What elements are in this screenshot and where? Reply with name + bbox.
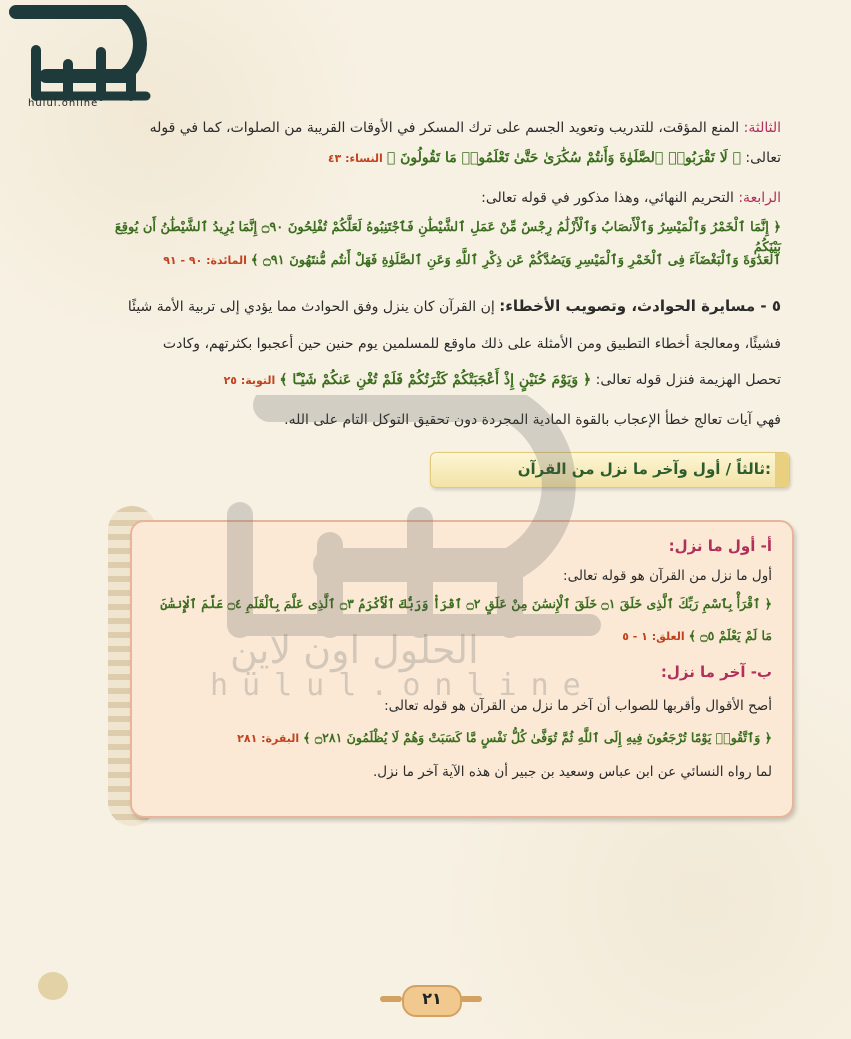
paragraph-third-line2: تعالى: ﴿ لَا تَقْرَبُوا۟ ٱلصَّلَوٰةَ وَأَنتُمْ سُكَٰرَىٰ حَتَّىٰ تَعْلَمُوا۟ مَا تَقُولُونَ ﴾النساء: ٤٣ [327, 150, 781, 166]
verse-reference: المائدة: ٩٠ - ٩١ [163, 254, 247, 267]
quran-verse: ﴿ وَيَوْمَ حُنَيْنٍ إِذْ أَعْجَبَتْكُمْ كَثْرَتُكُمْ فَلَمْ تُغْنِ عَنكُمْ شَيْـًٔا ﴾ [279, 372, 592, 388]
quran-verse: مَا لَمْ يَعْلَمْ ۝٥ ﴾ [688, 628, 772, 643]
first-revealed-text: أول ما نزل من القرآن هو قوله تعالى: [563, 568, 772, 584]
paragraph-fourth-line1: الرابعة: التحريم النهائي، وهذا مذكور في قوله تعالى: [481, 190, 781, 206]
paragraph-fifth-line2: فشيئًا، ومعالجة أخطاء التطبيق ومن الأمثلة على ذلك ماوقع للمسلمين يوم حنين حين أعجبوا بكثرتهم، وكادت [162, 336, 781, 352]
logo-subtitle: hulul.online [28, 98, 99, 109]
fifth-heading: ٥ - مسايرة الحوادث، وتصويب الأخطاء: [499, 297, 781, 315]
quran-verse: ﴿ ٱقْرَأْ بِٱسْمِ رَبِّكَ ٱلَّذِى خَلَقَ ۝١ خَلَقَ ٱلْإِنسَٰنَ مِنْ عَلَقٍ ۝٢ ٱقْرَأْ وَرَبُّكَ ٱلْأَكْرَمُ ۝٣ ٱلَّذِى عَلَّمَ بِٱلْقَلَمِ ۝٤ عَلَّمَ ٱلْإِنسَٰنَ [160, 596, 772, 611]
verse-reference: النساء: ٤٣ [327, 152, 383, 165]
first-revealed-title: أ- أول ما نزل: [668, 537, 772, 555]
quran-verse: ﴿ وَٱتَّقُوا۟ يَوْمًا تُرْجَعُونَ فِيهِ إِلَى ٱللَّهِ ثُمَّ تُوَفَّىٰ كُلُّ نَفْسٍ مَّا كَسَبَتْ وَهُمْ لَا يُظْلَمُونَ ۝٢٨١ ﴾ [303, 730, 772, 745]
fourth-label: الرابعة: [738, 190, 781, 206]
third-label: الثالثة: [743, 120, 781, 136]
last-revealed-note: لما رواه النسائي عن ابن عباس وسعيد بن جبير أن هذه الآية آخر ما نزل. [373, 764, 772, 780]
verse-reference: العلق: ١ - ٥ [622, 630, 685, 643]
watermark-latin: hülul.online [210, 668, 595, 703]
pill-corner-decoration [775, 453, 789, 487]
page-number: ٢١ [422, 989, 442, 1008]
page-number-decoration [460, 996, 482, 1002]
paragraph-third-line1: الثالثة: المنع المؤقت، للتدريب وتعويد الجسم على ترك المسكر في الأوقات القريبة من الصلوات، كما في قوله [149, 120, 781, 136]
paragraph-fifth-line3: تحصل الهزيمة فنزل قوله تعالى: ﴿ وَيَوْمَ حُنَيْنٍ إِذْ أَعْجَبَتْكُمْ كَثْرَتُكُمْ فَلَمْ تُغْنِ عَنكُمْ شَيْـًٔا ﴾التوبة: ٢٥ [223, 372, 781, 388]
verse-reference: التوبة: ٢٥ [223, 374, 276, 387]
corner-decoration [38, 972, 68, 1000]
page-number-decoration [380, 996, 402, 1002]
watermark-arabic: الحلول اون لاين [230, 628, 479, 672]
quran-verse: ﴿ إِنَّمَا ٱلْخَمْرُ وَٱلْمَيْسِرُ وَٱلْأَنصَابُ وَٱلْأَزْلَٰمُ رِجْسٌ مِّنْ عَمَلِ ٱلشَّيْطَٰنِ فَٱجْتَنِبُوهُ لَعَلَّكُمْ تُفْلِحُونَ ۝٩٠ إِنَّمَا يُرِيدُ ٱلشَّيْطَٰنُ أَن يُوقِعَ بَيْنَكُمُ [114, 220, 781, 255]
quran-verse: ﴿ لَا تَقْرَبُوا۟ ٱلصَّلَوٰةَ وَأَنتُمْ سُكَٰرَىٰ حَتَّىٰ تَعْلَمُوا۟ مَا تَقُولُونَ ﴾ [386, 150, 741, 166]
paragraph-fourth-line3 [95, 250, 781, 271]
last-verse-line [152, 728, 772, 749]
last-revealed-title: ب- آخر ما نزل: [660, 663, 772, 681]
paragraph-fifth-line1: ٥ - مسايرة الحوادث، وتصويب الأخطاء: إن القرآن كان ينزل وفق الحوادث مما يؤدي إلى تربية الأمة شيئًا [127, 297, 781, 315]
paragraph-fifth-line4: فهي آيات تعالج خطأ الإعجاب بالقوة المادية المجردة دون تحقيق التوكل التام على الله. [284, 412, 781, 428]
verse-reference: البقرة: ٢٨١ [237, 732, 300, 745]
quran-verse: ٱلْعَدَٰوَةَ وَٱلْبَغْضَآءَ فِى ٱلْخَمْرِ وَٱلْمَيْسِرِ وَيَصُدَّكُمْ عَن ذِكْرِ ٱللَّهِ وَعَنِ ٱلصَّلَوٰةِ فَهَلْ أَنتُم مُّنتَهُونَ ۝٩١ ﴾ [250, 253, 781, 268]
section-heading [430, 452, 790, 488]
page-number-badge [380, 985, 480, 1015]
last-revealed-text: أصح الأقوال وأقربها للصواب أن آخر ما نزل من القرآن هو قوله تعالى: [384, 698, 772, 714]
section-title: ثالثاً / أول وآخر ما نزل من القرآن: [517, 460, 771, 478]
